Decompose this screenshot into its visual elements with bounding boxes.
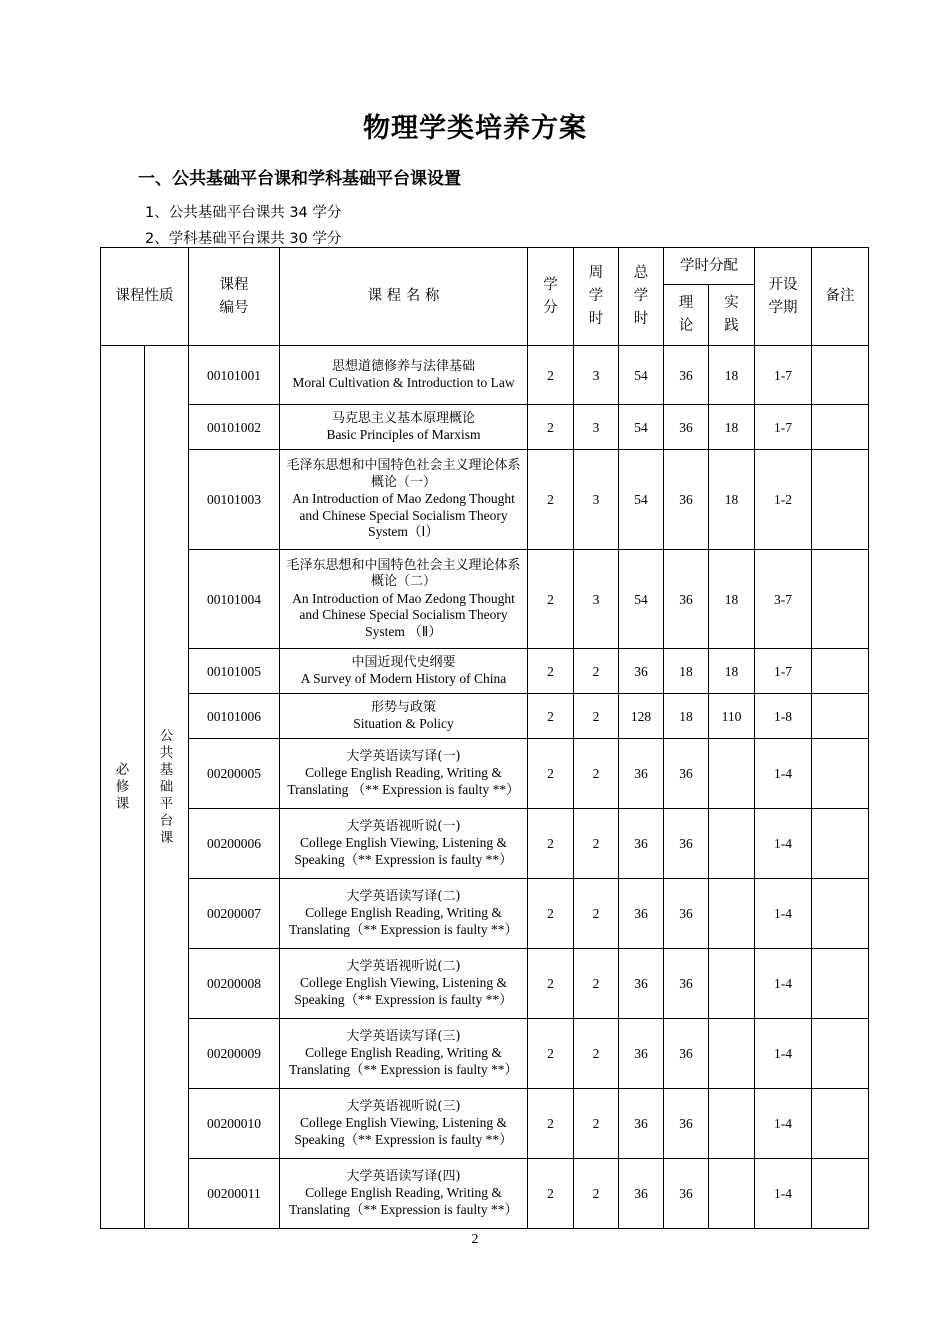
table-row [101,649,869,694]
total-hours-cell: 36 [619,649,664,694]
total-hours-cell: 54 [619,405,664,450]
remarks-cell [812,450,869,550]
course-name: 毛泽东思想和中国特色社会主义理论体系概论（一） An Introduction of Mao Zedong Thought and Chinese Special Socialism Theory System（Ⅰ） [280,450,528,550]
header-theory: 理论 [664,285,709,346]
table-row [101,809,869,879]
header-weekly-hours: 周学时 [574,248,619,346]
credits-cell: 2 [528,346,574,405]
total-hours-cell: 36 [619,809,664,879]
semester-cell: 1-4 [755,1159,812,1229]
table-row [101,879,869,949]
remarks-cell [812,346,869,405]
header-course-nature: 课程性质 [101,248,189,346]
weekly-hours-cell: 2 [574,809,619,879]
weekly-hours-cell: 3 [574,550,619,649]
total-hours-cell: 54 [619,550,664,649]
credits-cell: 2 [528,550,574,649]
table-row [101,1089,869,1159]
course-code: 00200011 [189,1159,280,1229]
practice-cell: 18 [709,550,755,649]
total-hours-cell: 36 [619,879,664,949]
practice-cell: 18 [709,346,755,405]
theory-cell: 36 [664,809,709,879]
credits-cell: 2 [528,1159,574,1229]
course-code: 00101002 [189,405,280,450]
semester-cell: 1-4 [755,739,812,809]
credits-cell: 2 [528,649,574,694]
practice-cell: 18 [709,450,755,550]
header-remarks: 备注 [812,248,869,346]
remarks-cell [812,1089,869,1159]
table-row [101,694,869,739]
credits-cell: 2 [528,879,574,949]
course-code: 00200006 [189,809,280,879]
remarks-cell [812,550,869,649]
course-name: 大学英语读写译(四) College English Reading, Writing & Translating（** Expression is faulty **） [280,1159,528,1229]
course-name: 思想道德修养与法律基础 Moral Cultivation & Introduction to Law [280,346,528,405]
practice-cell [709,879,755,949]
semester-cell: 1-4 [755,949,812,1019]
page-number: 2 [471,1232,479,1247]
weekly-hours-cell: 3 [574,450,619,550]
header-hours-distribution: 学时分配 [664,248,755,285]
course-code: 00101003 [189,450,280,550]
theory-cell: 36 [664,739,709,809]
practice-cell [709,1159,755,1229]
header-course-code: 课程编号 [189,248,280,346]
semester-cell: 1-7 [755,346,812,405]
section-heading: 一、公共基础平台课和学科基础平台课设置 [138,169,461,189]
theory-cell: 36 [664,405,709,450]
semester-cell: 3-7 [755,550,812,649]
table-row [101,550,869,649]
total-hours-cell: 36 [619,1019,664,1089]
course-name: 中国近现代史纲要 A Survey of Modern History of China [280,649,528,694]
semester-cell: 1-8 [755,694,812,739]
theory-cell: 36 [664,450,709,550]
remarks-cell [812,649,869,694]
semester-cell: 1-4 [755,809,812,879]
theory-cell: 36 [664,879,709,949]
remarks-cell [812,1019,869,1089]
theory-cell: 36 [664,1019,709,1089]
practice-cell [709,739,755,809]
theory-cell: 36 [664,1089,709,1159]
header-semester: 开设学期 [755,248,812,346]
weekly-hours-cell: 3 [574,346,619,405]
category-cell: 必修课 [101,346,145,1229]
total-hours-cell: 128 [619,694,664,739]
remarks-cell [812,1159,869,1229]
practice-cell: 18 [709,405,755,450]
credits-cell: 2 [528,450,574,550]
weekly-hours-cell: 2 [574,879,619,949]
total-hours-cell: 36 [619,1159,664,1229]
total-hours-cell: 36 [619,739,664,809]
practice-cell: 18 [709,649,755,694]
theory-cell: 18 [664,694,709,739]
remarks-cell [812,949,869,1019]
theory-cell: 36 [664,1159,709,1229]
remarks-cell [812,405,869,450]
table-row [101,450,869,550]
weekly-hours-cell: 2 [574,739,619,809]
practice-cell [709,809,755,879]
weekly-hours-cell: 2 [574,1159,619,1229]
credits-cell: 2 [528,739,574,809]
course-code: 00101005 [189,649,280,694]
curriculum-table [100,247,869,1229]
semester-cell: 1-4 [755,1089,812,1159]
credits-cell: 2 [528,949,574,1019]
table-row [101,1159,869,1229]
remarks-cell [812,879,869,949]
header-total-hours: 总学时 [619,248,664,346]
practice-cell: 110 [709,694,755,739]
course-name: 大学英语视听说(二) College English Viewing, Listening & Speaking（** Expression is faulty **） [280,949,528,1019]
credits-cell: 2 [528,405,574,450]
theory-cell: 36 [664,346,709,405]
weekly-hours-cell: 2 [574,1019,619,1089]
course-name: 大学英语视听说(一) College English Viewing, Listening & Speaking（** Expression is faulty **） [280,809,528,879]
remarks-cell [812,809,869,879]
remarks-cell [812,739,869,809]
table-row [101,405,869,450]
subcategory-cell: 公共基础平台课 [145,346,189,1229]
course-name: 马克思主义基本原理概论 Basic Principles of Marxism [280,405,528,450]
header-practice: 实践 [709,285,755,346]
course-name: 形势与政策 Situation & Policy [280,694,528,739]
course-name: 大学英语读写译(二) College English Reading, Writing & Translating（** Expression is faulty **） [280,879,528,949]
semester-cell: 1-7 [755,649,812,694]
practice-cell [709,949,755,1019]
practice-cell [709,1019,755,1089]
course-code: 00200009 [189,1019,280,1089]
semester-cell: 1-4 [755,1019,812,1089]
practice-cell [709,1089,755,1159]
course-code: 00200007 [189,879,280,949]
page-title: 物理学类培养方案 [363,113,587,144]
sub-item-public-credits: 1、公共基础平台课共 34 学分 [145,205,342,221]
course-name: 大学英语读写译(三) College English Reading, Writing & Translating（** Expression is faulty **） [280,1019,528,1089]
header-credits: 学分 [528,248,574,346]
semester-cell: 1-7 [755,405,812,450]
remarks-cell [812,694,869,739]
theory-cell: 36 [664,949,709,1019]
theory-cell: 18 [664,649,709,694]
course-name: 大学英语视听说(三) College English Viewing, Listening & Speaking（** Expression is faulty **） [280,1089,528,1159]
weekly-hours-cell: 2 [574,1089,619,1159]
theory-cell: 36 [664,550,709,649]
semester-cell: 1-4 [755,879,812,949]
weekly-hours-cell: 2 [574,649,619,694]
total-hours-cell: 36 [619,949,664,1019]
credits-cell: 2 [528,694,574,739]
sub-item-discipline-credits: 2、学科基础平台课共 30 学分 [145,231,342,247]
total-hours-cell: 54 [619,450,664,550]
header-course-name: 课 程 名 称 [280,248,528,346]
course-code: 00200005 [189,739,280,809]
credits-cell: 2 [528,809,574,879]
total-hours-cell: 36 [619,1089,664,1159]
course-code: 00101006 [189,694,280,739]
table-row [101,1019,869,1089]
total-hours-cell: 54 [619,346,664,405]
weekly-hours-cell: 2 [574,694,619,739]
course-code: 00101001 [189,346,280,405]
table-row [101,346,869,405]
weekly-hours-cell: 2 [574,949,619,1019]
course-name: 大学英语读写译(一) College English Reading, Writing & Translating （** Expression is faulty **） [280,739,528,809]
weekly-hours-cell: 3 [574,405,619,450]
course-name: 毛泽东思想和中国特色社会主义理论体系概论（二） An Introduction of Mao Zedong Thought and Chinese Special Socialism Theory System （Ⅱ） [280,550,528,649]
course-code: 00200008 [189,949,280,1019]
semester-cell: 1-2 [755,450,812,550]
credits-cell: 2 [528,1089,574,1159]
course-code: 00200010 [189,1089,280,1159]
table-row [101,739,869,809]
table-row [101,949,869,1019]
credits-cell: 2 [528,1019,574,1089]
course-code: 00101004 [189,550,280,649]
